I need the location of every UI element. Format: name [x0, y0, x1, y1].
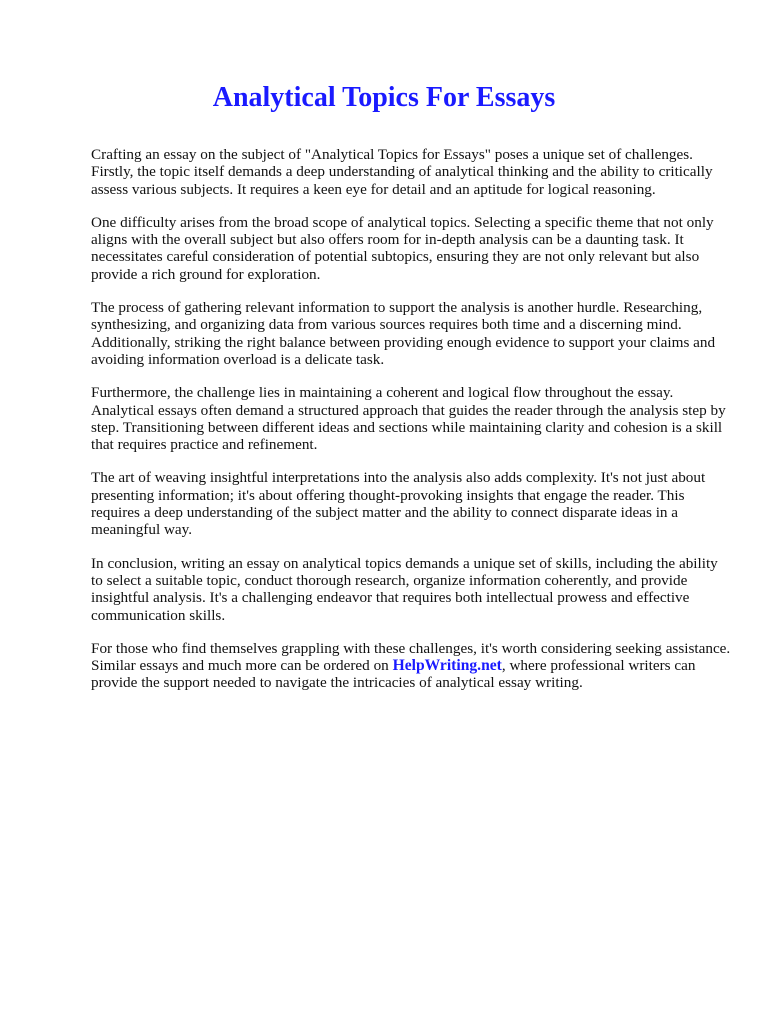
document-title: Analytical Topics For Essays [212, 82, 556, 113]
document-body [91, 146, 731, 708]
helpwriting-link[interactable]: HelpWriting.net [392, 657, 502, 675]
paragraph-7-after-link: , where professional writers can provide the support needed to navigate the intricacies of analytical essay writing. [91, 657, 696, 692]
paragraph-7 [91, 640, 731, 692]
paragraph-3: The process of gathering relevant information to support the analysis is another hurdle. Researching, synthesizing, and organizing data from various sources requires both time and a discerning mind. Additionally, striking the right balance between providing enough evidence to support your claims and avoiding information overload is a delicate task. [91, 299, 716, 368]
paragraph-4: Furthermore, the challenge lies in maintaining a coherent and logical flow throughout the essay. Analytical essays often demand a structured approach that guides the reader through the analysis step by step. Transitioning between different ideas and sections while maintaining clarity and cohesion is a skill that requires practice and refinement. [91, 384, 726, 454]
paragraph-6: In conclusion, writing an essay on analytical topics demands a unique set of skills, including the ability to select a suitable topic, conduct thorough research, organize information coherently, and provide insightful analysis. It's a challenging endeavor that requires both intellectual prowess and effective communication skills. [91, 554, 718, 624]
paragraph-7-before-link: For those who find themselves grappling with these challenges, it's worth considering seeking assistance. Similar essays and much more can be ordered on [91, 639, 731, 675]
paragraph-1: Crafting an essay on the subject of "Analytical Topics for Essays" poses a unique set of challenges. Firstly, the topic itself demands a deep understanding of analytical thinking and the ability to critically assess various subjects. It requires a keen eye for detail and an aptitude for logical reasoning. [91, 146, 713, 198]
paragraph-5: The art of weaving insightful interpretations into the analysis also adds complexity. It's not just about presenting information; it's about offering thought-provoking insights that engage the reader. This requires a deep understanding of the subject matter and the ability to connect disparate ideas in a meaningful way. [91, 469, 706, 539]
paragraph-2: One difficulty arises from the broad scope of analytical topics. Selecting a specific theme that not only aligns with the overall subject but also offers room for in-depth analysis can be a daunting task. It necessitates careful consideration of potential subtopics, ensuring they are not only relevant but also provide a rich ground for exploration. [91, 213, 714, 283]
